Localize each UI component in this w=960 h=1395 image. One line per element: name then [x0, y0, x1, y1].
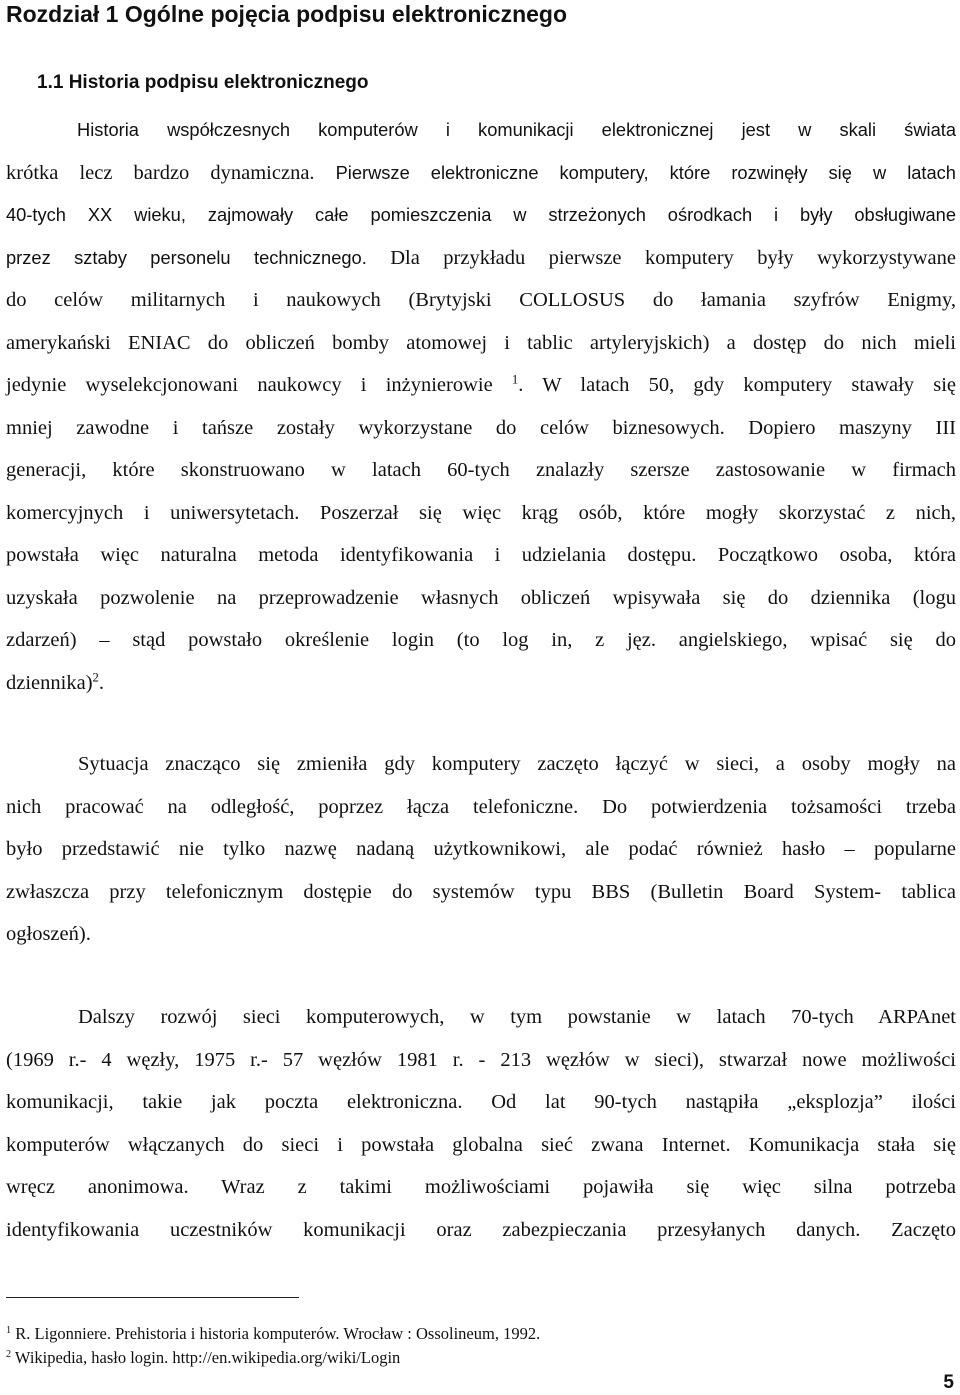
- footnote-mark: 1: [6, 1324, 12, 1336]
- footnote-1: $^1$ R. Ligonniere. Prehistoria i historia komputerów. Wrocław : Ossolineum, 1992.: [6, 1324, 541, 1343]
- text-line: Dalszy rozwój sieci komputerowych, w tym powstanie w latach 70-tych ARPAnet: [78, 1006, 956, 1028]
- footnote-ref-1[interactable]: 1: [511, 372, 519, 387]
- text-line: Sytuacja znacząco się zmieniła gdy komputery zaczęto łączyć w sieci, a osoby mogły na: [78, 753, 956, 775]
- text-line: uzyskała pozwolenie na przeprowadzenie własnych obliczeń wpisywała się do dziennika (logu: [6, 586, 956, 609]
- text-line: dziennika)$^2$.: [6, 669, 104, 694]
- text-line: zwłaszcza przy telefonicznym dostępie do systemów typu BBS (Bulletin Board System- tablica: [6, 880, 956, 903]
- text-line: krótka lecz bardzo dynamiczna. Pierwsze elektroniczne komputery, które rozwinęły się w latach: [6, 161, 956, 184]
- text-line: jedynie wyselekcjonowani naukowcy i inżynierowie $^1$. W latach 50, gdy komputery stawały się: [6, 372, 956, 396]
- text-line: ogłoszeń).: [6, 923, 91, 945]
- section-title: 1.1 Historia podpisu elektronicznego: [37, 72, 369, 93]
- footnote-2: $^2$ Wikipedia, hasło login. http://en.wikipedia.org/wiki/Login: [6, 1348, 401, 1367]
- text-line: zdarzeń) – stąd powstało określenie login (to log in, z jęz. angielskiego, wpisać się do: [6, 629, 956, 651]
- page-number: 5: [943, 1372, 954, 1393]
- paragraph-internet: [6, 996, 956, 1251]
- text-line: było przedstawić nie tylko nazwę nadaną użytkownikowi, ale podać również hasło – popularne: [6, 838, 956, 860]
- text-line: (1969 r.- 4 węzły, 1975 r.- 57 węzłów 1981 r. - 213 węzłów w sieci), stwarzał nowe możliwości: [6, 1048, 956, 1071]
- text-line: wręcz anonimowa. Wraz z takimi możliwościami pojawiła się więc silna potrzeba: [6, 1176, 956, 1198]
- text-line: Historia współczesnych komputerów i komunikacji elektronicznej jest w skali świata: [77, 119, 956, 140]
- text-line: identyfikowania uczestników komunikacji oraz zabezpieczania przesyłanych danych. Zaczęto: [6, 1218, 956, 1241]
- text-line: mniej zawodne i tańsze zostały wykorzystane do celów biznesowych. Dopiero maszyny III: [6, 416, 956, 439]
- paragraph-history-intro: [6, 109, 956, 704]
- text-line: przez sztaby personelu technicznego. Dla przykładu pierwsze komputery były wykorzystywane: [6, 246, 956, 269]
- text-line: komercyjnych i uniwersytetach. Poszerzał się więc krąg osób, które mogły skorzystać z nich,: [6, 501, 956, 524]
- text-line: komunikacji, takie jak poczta elektroniczna. Od lat 90-tych nastąpiła „eksplozja” ilości: [6, 1091, 956, 1113]
- footnote-separator: [6, 1297, 299, 1298]
- footnote-mark: 2: [6, 1348, 12, 1360]
- text-line: amerykański ENIAC do obliczeń bomby atomowej i tablic artyleryjskich) a dostęp do nich mieli: [6, 331, 956, 354]
- text-line: nich pracować na odległość, poprzez łącza telefoniczne. Do potwierdzenia tożsamości trzeba: [6, 795, 956, 818]
- text-line: komputerów włączanych do sieci i powstała globalna sieć zwana Internet. Komunikacja stała się: [6, 1133, 956, 1156]
- text-line: generacji, które skonstruowano w latach 60-tych znalazły szersze zastosowanie w firmach: [6, 459, 956, 481]
- footnote-ref-2[interactable]: 2: [92, 669, 99, 684]
- text-line: 40-tych XX wieku, zajmowały całe pomieszczenia w strzeżonych ośrodkach i były obsługiwane: [6, 204, 956, 225]
- paragraph-networks: [6, 743, 956, 956]
- chapter-title: Rozdział 1 Ogólne pojęcia podpisu elektronicznego: [6, 1, 568, 27]
- text-line: powstała więc naturalna metoda identyfikowania i udzielania dostępu. Początkowo osoba, która: [6, 544, 956, 566]
- text-line: do celów militarnych i naukowych (Brytyjski COLLOSUS do łamania szyfrów Enigmy,: [6, 289, 956, 311]
